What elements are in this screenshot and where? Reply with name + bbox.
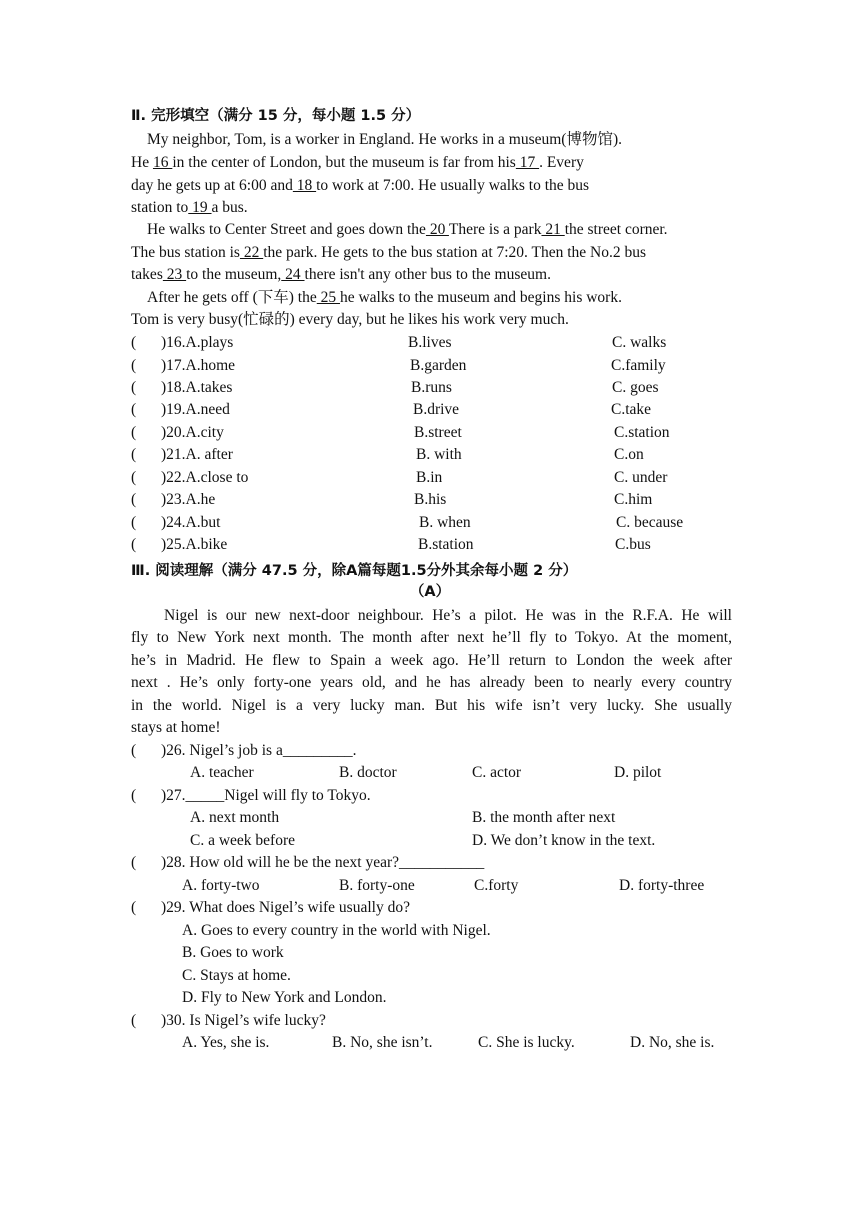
option-b: B. the month after next — [472, 809, 616, 826]
blank-23: 23 — [162, 266, 187, 283]
section-3-heading: Ⅲ. 阅读理解（满分 47.5 分，除A篇每题1.5分外其余每小题 2 分） — [131, 563, 578, 579]
passage-text: The bus station is — [131, 244, 240, 261]
passage-text: He — [131, 154, 153, 171]
answer-paren: ( — [131, 401, 137, 418]
option-c: C.take — [611, 401, 652, 418]
option-b: B.street — [414, 424, 462, 441]
question-29: )29. What does Nigel’s wife usually do? — [161, 899, 410, 916]
option-c: C. Stays at home. — [182, 967, 291, 984]
option-d: D. No, she is. — [630, 1034, 715, 1051]
option-c: C. walks — [612, 334, 667, 351]
option-b: B.in — [416, 469, 443, 486]
option-a: A. forty-two — [182, 877, 260, 894]
option-b: B. Goes to work — [182, 944, 284, 961]
option-c: C. under — [614, 469, 668, 486]
passage-text: the park. He gets to the bus station at 7:20. Then the No.2 bus — [263, 244, 647, 261]
question-stem: . — [352, 742, 357, 759]
option-c: C.family — [611, 357, 666, 374]
passage-line: Nigel is our new next-door neighbour. He’s a pilot. He was in the R.F.A. He will — [164, 607, 732, 624]
question-stem: )26. Nigel’s job is a — [161, 742, 283, 759]
passage-text: a bus. — [211, 199, 248, 216]
passage-text: . Every — [539, 154, 584, 171]
answer-paren: ( — [131, 446, 137, 463]
question-stem: Nigel will fly to Tokyo. — [224, 787, 371, 804]
question-28 — [161, 853, 484, 873]
passage-line: stays at home! — [131, 719, 221, 736]
passage-line — [131, 265, 551, 285]
passage-text: My neighbor, Tom, is a worker in England. He works in a museum(博物馆). — [147, 131, 622, 148]
answer-paren: ( — [131, 787, 137, 804]
passage-line — [131, 153, 584, 173]
passage-text: the street corner. — [564, 221, 668, 238]
question-20-option-a: )20.A.city — [161, 424, 224, 441]
blank-16: 16 — [152, 154, 173, 171]
blank-24: 24 — [281, 266, 305, 283]
option-c: C. a week before — [190, 832, 296, 849]
option-b: B. No, she isn’t. — [332, 1034, 433, 1051]
passage-line — [147, 288, 622, 308]
blank-17: 17 — [515, 154, 540, 171]
passage-line: in the world. Nigel is a very lucky man. But his wife isn’t very lucky. She usually — [131, 697, 732, 714]
answer-blank: _____ — [185, 787, 225, 804]
passage-line: he’s in Madrid. He flew to Spain a week ago. He’ll return to London the week after — [131, 652, 732, 669]
passage-line — [131, 198, 248, 218]
answer-paren: ( — [131, 424, 137, 441]
answer-blank: _________ — [282, 742, 353, 759]
option-c: C. because — [616, 514, 684, 531]
blank-20: 20 — [425, 221, 449, 238]
option-b: B.his — [414, 491, 447, 508]
option-c: C. She is lucky. — [478, 1034, 575, 1051]
option-b: B. with — [416, 446, 462, 463]
question-22-option-a: )22.A.close to — [161, 469, 249, 486]
passage-text: there isn't any other bus to the museum. — [304, 266, 551, 283]
question-16-option-a: )16.A.plays — [161, 334, 234, 351]
option-c: C.on — [614, 446, 644, 463]
option-c: C.him — [614, 491, 653, 508]
option-d: D. Fly to New York and London. — [182, 989, 387, 1006]
option-b: B.lives — [408, 334, 452, 351]
option-a: A. next month — [190, 809, 280, 826]
question-19-option-a: )19.A.need — [161, 401, 230, 418]
option-a: A. Yes, she is. — [182, 1034, 270, 1051]
passage-line — [131, 310, 569, 330]
section-2-heading: Ⅱ. 完形填空（满分 15 分，每小题 1.5 分） — [131, 108, 421, 124]
blank-25: 25 — [316, 289, 340, 306]
passage-text: station to — [131, 199, 189, 216]
question-21-option-a: )21.A. after — [161, 446, 233, 463]
question-18-option-a: )18.A.takes — [161, 379, 233, 396]
option-b: B.station — [418, 536, 474, 553]
question-26 — [161, 741, 356, 761]
question-17-option-a: )17.A.home — [161, 357, 236, 374]
passage-line — [147, 130, 622, 150]
passage-text: After he gets off (下车) the — [147, 289, 317, 306]
question-30: )30. Is Nigel’s wife lucky? — [161, 1012, 326, 1029]
blank-19: 19 — [188, 199, 212, 216]
option-a: A. Goes to every country in the world with Nigel. — [182, 922, 491, 939]
question-23-option-a: )23.A.he — [161, 491, 216, 508]
passage-line — [131, 176, 589, 196]
question-stem: )27. — [161, 787, 186, 804]
option-c: C. goes — [612, 379, 659, 396]
option-c: C.bus — [615, 536, 651, 553]
blank-18: 18 — [292, 177, 317, 194]
option-d: D. forty-three — [619, 877, 705, 894]
answer-blank: ___________ — [399, 854, 485, 871]
option-d: D. pilot — [614, 764, 662, 781]
question-25-option-a: )25.A.bike — [161, 536, 228, 553]
passage-a-title: （A） — [409, 584, 451, 600]
passage-text: There is a park — [448, 221, 542, 238]
answer-paren: ( — [131, 334, 137, 351]
answer-paren: ( — [131, 536, 137, 553]
answer-paren: ( — [131, 899, 137, 916]
answer-paren: ( — [131, 1012, 137, 1029]
option-a: A. teacher — [190, 764, 254, 781]
answer-paren: ( — [131, 514, 137, 531]
option-b: B.drive — [413, 401, 460, 418]
passage-line — [147, 220, 668, 240]
answer-paren: ( — [131, 357, 137, 374]
question-24-option-a: )24.A.but — [161, 514, 221, 531]
option-d: D. We don’t know in the text. — [472, 832, 656, 849]
passage-text: takes — [131, 266, 163, 283]
option-b: B.garden — [410, 357, 467, 374]
question-27 — [161, 786, 371, 806]
option-b: B. forty-one — [339, 877, 415, 894]
option-c: C. actor — [472, 764, 522, 781]
option-b: B. when — [419, 514, 471, 531]
answer-paren: ( — [131, 491, 137, 508]
answer-paren: ( — [131, 854, 137, 871]
option-c: C.forty — [474, 877, 519, 894]
question-stem: )28. How old will he be the next year? — [161, 854, 400, 871]
option-b: B. doctor — [339, 764, 397, 781]
option-b: B.runs — [411, 379, 452, 396]
answer-paren: ( — [131, 379, 137, 396]
passage-text: Tom is very busy(忙碌的) every day, but he likes his work very much. — [131, 311, 569, 328]
passage-line: fly to New York next month. The month after next he’ll fly to Tokyo. At the moment, — [131, 629, 732, 646]
passage-line: next . He’s only forty-one years old, and he has already been to nearly every country — [131, 674, 732, 691]
passage-text: He walks to Center Street and goes down the — [147, 221, 426, 238]
passage-text: to the museum, — [186, 266, 282, 283]
passage-text: to work at 7:00. He usually walks to the bus — [316, 177, 590, 194]
blank-21: 21 — [541, 221, 565, 238]
passage-text: he walks to the museum and begins his work. — [339, 289, 622, 306]
passage-text: day he gets up at 6:00 and — [131, 177, 293, 194]
passage-line — [131, 243, 646, 263]
passage-text: in the center of London, but the museum is far from his — [172, 154, 516, 171]
option-c: C.station — [614, 424, 670, 441]
blank-22: 22 — [239, 244, 264, 261]
answer-paren: ( — [131, 742, 137, 759]
answer-paren: ( — [131, 469, 137, 486]
